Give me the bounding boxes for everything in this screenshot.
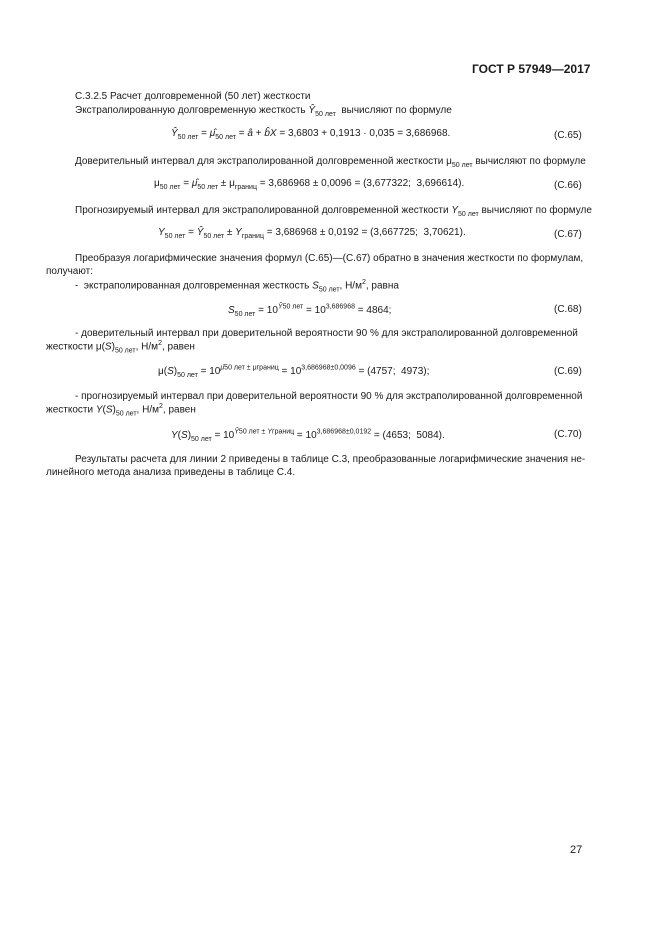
equation-number-c66: (С.66)	[554, 180, 582, 191]
equation-c67: $Y_{50 лет}$ = $Ŷ_{50 лет} \pm Y_{границ} = 3,686968 \pm 0,0192 = (3,667725$; 3,70621).	[158, 227, 466, 240]
bullet-prediction-interval-line1: - прогнозируемый интервал при доверительной вероятности 90 % для экстраполированной долговременной	[75, 391, 583, 402]
equation-number-c68: (С.68)	[554, 304, 582, 315]
document-header: ГОСТ Р 57949—2017	[472, 62, 591, 76]
paragraph-results-line2: линейного метода анализа приведены в таблице С.4.	[46, 467, 296, 478]
equation-number-c67: (С.67)	[554, 229, 582, 240]
equation-c65: $Ŷ_{50 лет}$ = $\mû_{50 лет}$ = â + b̂X = 3,6803 + 0,1913 · 0,035 = 3,686968.	[171, 128, 451, 141]
paragraph-results-line1: Результаты расчета для линии 2 приведены в таблице С.3, преобразованные логарифмические значения не-	[75, 454, 586, 465]
paragraph-transform-line2: получают:	[46, 266, 94, 277]
equation-number-c65: (С.65)	[554, 130, 582, 141]
section-title: С.3.2.5 Расчет долговременной (50 лет) жесткости	[75, 91, 311, 102]
bullet-confidence-interval-line2: жесткости $\mu(S)_{50 лет}$, $Н/м^2$, равен	[46, 340, 195, 355]
equation-c70: $Y(S)_{50 лет} = 10^{Ŷ50 лет \pm Yграниц} = 10^{3,686968\pm 0,0192} = (4653$; 5084).	[171, 429, 445, 444]
bullet-prediction-interval-line2: жесткости $Y(S)_{50 лет}$, $Н/м^2$, равен	[46, 403, 196, 418]
page-number: 27	[570, 844, 583, 856]
equation-number-c70: (С.70)	[554, 429, 582, 440]
paragraph-prediction-interval: Прогнозируемый интервал для экстраполированной долговременной жесткости $Y_{50 лет}$ вычисляют по формуле	[75, 205, 592, 218]
bullet-extrapolated-stiffness: - экстраполированная долговременная жесткость $S_{50 лет}$, $Н/м^2$, равна	[75, 279, 399, 294]
equation-number-c69: (С.69)	[554, 366, 582, 377]
equation-c68: $S_{50 лет} = 10^{Ŷ50 лет} = 10^{3,686968} = 4864$;	[228, 304, 392, 319]
bullet-confidence-interval-line1: - доверительный интервал при доверительной вероятности 90 % для экстраполированной долговременной	[75, 328, 578, 339]
paragraph-transform-line1: Преобразуя логарифмические значения формул (С.65)—(С.67) обратно в значения жесткости по формулам,	[75, 253, 584, 264]
equation-c69: $\mu(S)_{50 лет} = 10^{\mû50 лет \pm \mu границ} = 10^{3,686968\pm 0,0096} = (4757$; 4973);	[158, 365, 430, 380]
section-intro: Экстраполированную долговременную жесткость $Ŷ_{50 лет}$ вычисляют по формуле	[75, 105, 452, 118]
paragraph-confidence-interval: Доверительный интервал для экстраполированной долговременной жесткости $\mu_{50 лет}$ вычисляют по формуле	[75, 156, 586, 169]
equation-c66: $\mu_{50 лет}$ = $\mû_{50 лет} \pm \mu_{границ} = 3,686968 \pm 0,0096 = (3,677322$; 3,696614).	[154, 178, 465, 191]
